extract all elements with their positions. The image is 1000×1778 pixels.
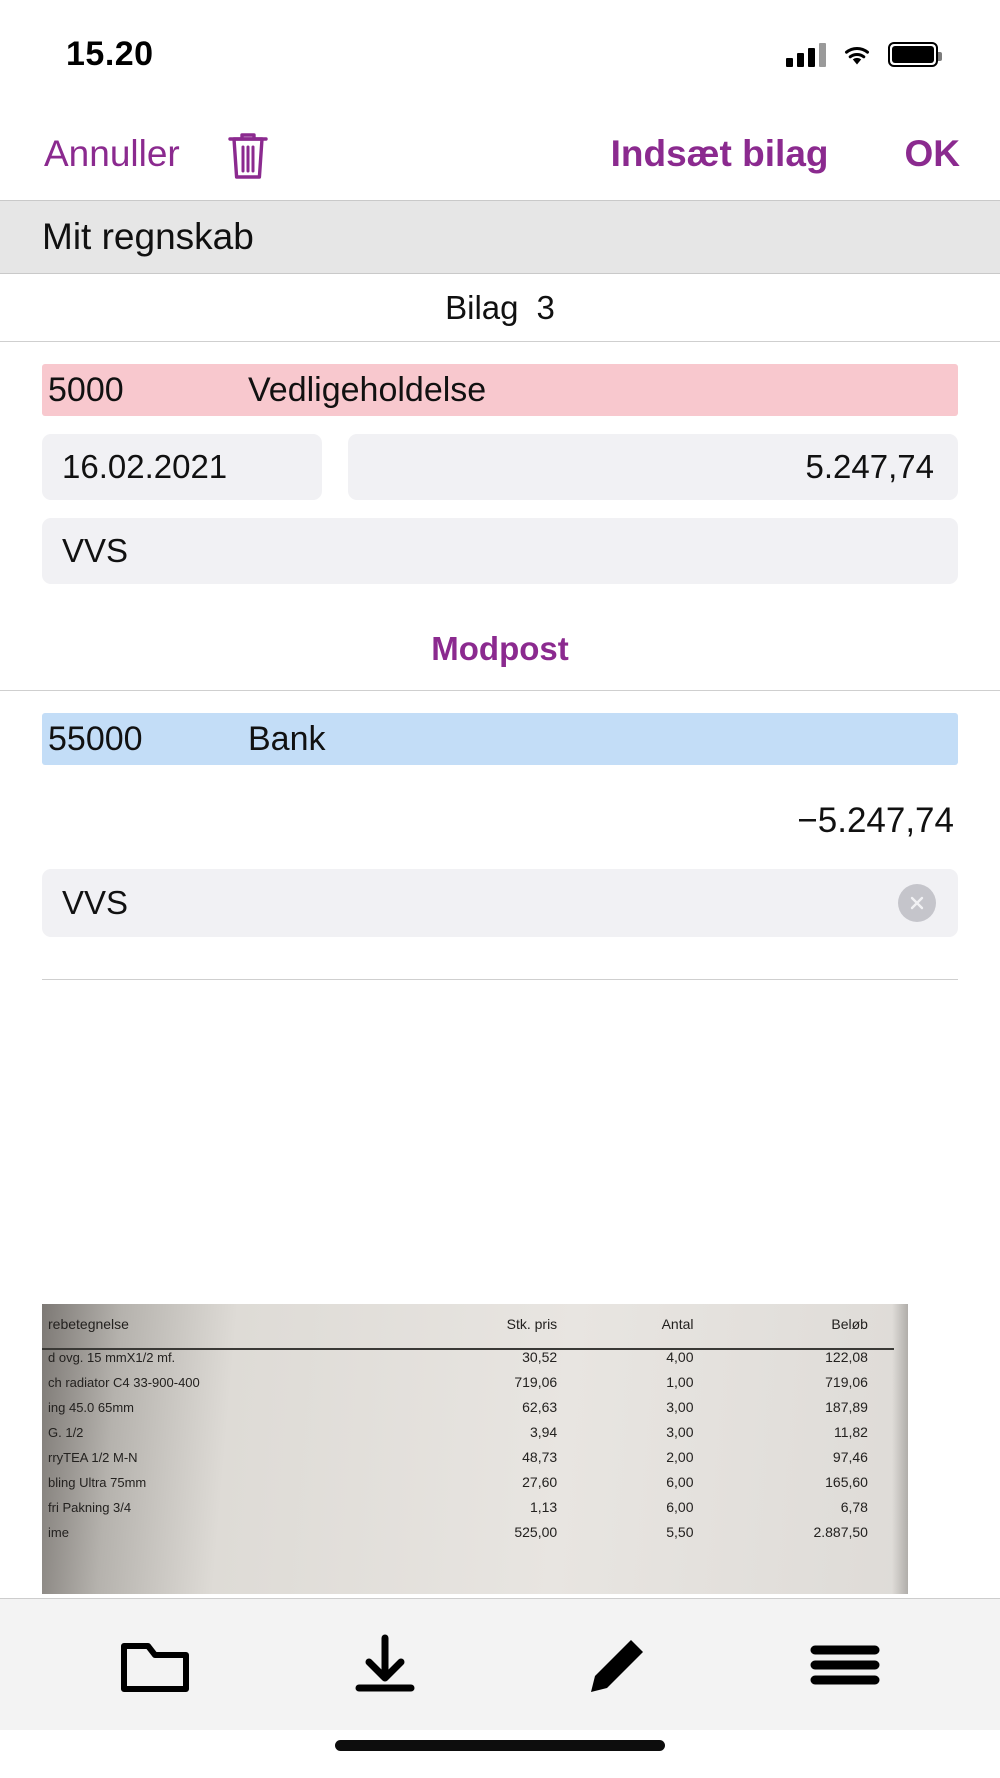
receipt-cell-qty: 6,00 xyxy=(666,1474,694,1490)
cellular-signal-icon xyxy=(786,41,826,67)
receipt-table xyxy=(42,1316,898,1540)
receipt-cell-unit: 719,06 xyxy=(514,1374,558,1390)
receipt-row xyxy=(42,1465,898,1490)
receipt-col-qty: Antal xyxy=(661,1316,694,1332)
cancel-button[interactable]: Annuller xyxy=(44,133,180,174)
status-bar xyxy=(0,0,1000,108)
receipt-cell-total: 122,08 xyxy=(825,1349,868,1365)
battery-full-icon xyxy=(888,42,938,67)
status-time: 15.20 xyxy=(66,34,154,73)
receipt-cell-unit: 3,94 xyxy=(529,1424,558,1440)
insert-voucher-button[interactable]: Indsæt bilag xyxy=(610,133,829,174)
clear-circle-icon[interactable] xyxy=(898,884,936,922)
status-icons xyxy=(786,41,938,67)
voucher-number-row xyxy=(0,274,1000,342)
receipt-col-unitprice: Stk. pris xyxy=(506,1316,558,1332)
receipt-cell-desc: ch radiator C4 33-900-400 xyxy=(48,1375,200,1390)
receipt-col-total: Beløb xyxy=(831,1316,868,1332)
receipt-cell-unit: 30,52 xyxy=(522,1349,558,1365)
receipt-cell-desc: d ovg. 15 mmX1/2 mf. xyxy=(48,1350,176,1365)
receipt-cell-desc: rryTEA 1/2 M-N xyxy=(48,1450,138,1465)
credit-account-row[interactable] xyxy=(42,713,958,765)
bottom-toolbar xyxy=(0,1598,1000,1730)
receipt-row xyxy=(42,1440,898,1465)
voucher-number[interactable]: 3 xyxy=(536,288,555,326)
debit-account-row[interactable] xyxy=(42,364,958,416)
receipt-row xyxy=(42,1490,898,1515)
receipt-cell-desc: fri Pakning 3/4 xyxy=(48,1500,132,1515)
pencil-icon[interactable] xyxy=(570,1629,660,1701)
home-indicator-area xyxy=(0,1730,1000,1778)
voucher-label: Bilag xyxy=(445,288,519,326)
receipt-cell-qty: 4,00 xyxy=(666,1349,694,1365)
form-divider xyxy=(42,979,958,980)
date-input[interactable]: 16.02.2021 xyxy=(42,434,322,500)
receipt-cell-qty: 3,00 xyxy=(666,1399,694,1415)
receipt-cell-desc: ing 45.0 65mm xyxy=(48,1400,134,1415)
receipt-row xyxy=(42,1415,898,1440)
menu-icon[interactable] xyxy=(800,1629,890,1701)
receipt-photo[interactable] xyxy=(42,1304,908,1594)
home-indicator[interactable] xyxy=(335,1740,665,1751)
amount-input[interactable]: 5.247,74 xyxy=(348,434,958,500)
trash-icon[interactable] xyxy=(224,127,272,181)
receipt-cell-total: 6,78 xyxy=(840,1499,868,1515)
debit-account-code: 5000 xyxy=(48,370,124,409)
receipt-row xyxy=(42,1390,898,1415)
receipt-cell-total: 719,06 xyxy=(825,1374,868,1390)
receipt-cell-unit: 27,60 xyxy=(522,1474,558,1490)
receipt-cell-qty: 3,00 xyxy=(666,1424,694,1440)
download-icon[interactable] xyxy=(340,1629,430,1701)
ledger-title-band xyxy=(0,200,1000,274)
receipt-cell-unit: 48,73 xyxy=(522,1449,558,1465)
wifi-icon xyxy=(840,41,874,67)
receipt-cell-total: 2.887,50 xyxy=(813,1524,868,1540)
voucher-form xyxy=(0,274,1000,1598)
credit-text-value: VVS xyxy=(62,884,129,921)
credit-account-code: 55000 xyxy=(48,719,143,758)
credit-account-name: Bank xyxy=(248,719,326,758)
receipt-cell-unit: 525,00 xyxy=(514,1524,558,1540)
folder-icon[interactable] xyxy=(110,1629,200,1701)
receipt-row xyxy=(42,1340,898,1365)
receipt-cell-qty: 2,00 xyxy=(666,1449,694,1465)
receipt-cell-total: 97,46 xyxy=(832,1449,868,1465)
debit-text-input[interactable]: VVS xyxy=(42,518,958,584)
receipt-row xyxy=(42,1365,898,1390)
receipt-cell-qty: 6,00 xyxy=(666,1499,694,1515)
ok-button[interactable]: OK xyxy=(904,133,960,174)
receipt-cell-qty: 5,50 xyxy=(666,1524,694,1540)
receipt-cell-desc: G. 1/2 xyxy=(48,1425,84,1440)
debit-account-name: Vedligeholdelse xyxy=(248,370,487,409)
receipt-header-row xyxy=(42,1316,898,1340)
receipt-cell-unit: 1,13 xyxy=(529,1499,558,1515)
page-title: Mit regnskab xyxy=(42,216,254,257)
receipt-cell-desc: bling Ultra 75mm xyxy=(48,1475,147,1490)
receipt-cell-unit: 62,63 xyxy=(522,1399,558,1415)
receipt-col-desc: rebetegnelse xyxy=(48,1316,129,1332)
counterpost-heading: Modpost xyxy=(0,630,1000,691)
receipt-row xyxy=(42,1515,898,1540)
receipt-cell-qty: 1,00 xyxy=(666,1374,694,1390)
credit-amount-value[interactable]: −5.247,74 xyxy=(797,801,954,840)
receipt-cell-total: 165,60 xyxy=(825,1474,868,1490)
receipt-cell-desc: ime xyxy=(48,1525,69,1540)
receipt-cell-total: 187,89 xyxy=(825,1399,868,1415)
debit-field-row xyxy=(42,434,958,500)
navigation-bar xyxy=(0,108,1000,200)
receipt-cell-total: 11,82 xyxy=(833,1424,868,1440)
credit-text-input[interactable] xyxy=(42,869,958,937)
